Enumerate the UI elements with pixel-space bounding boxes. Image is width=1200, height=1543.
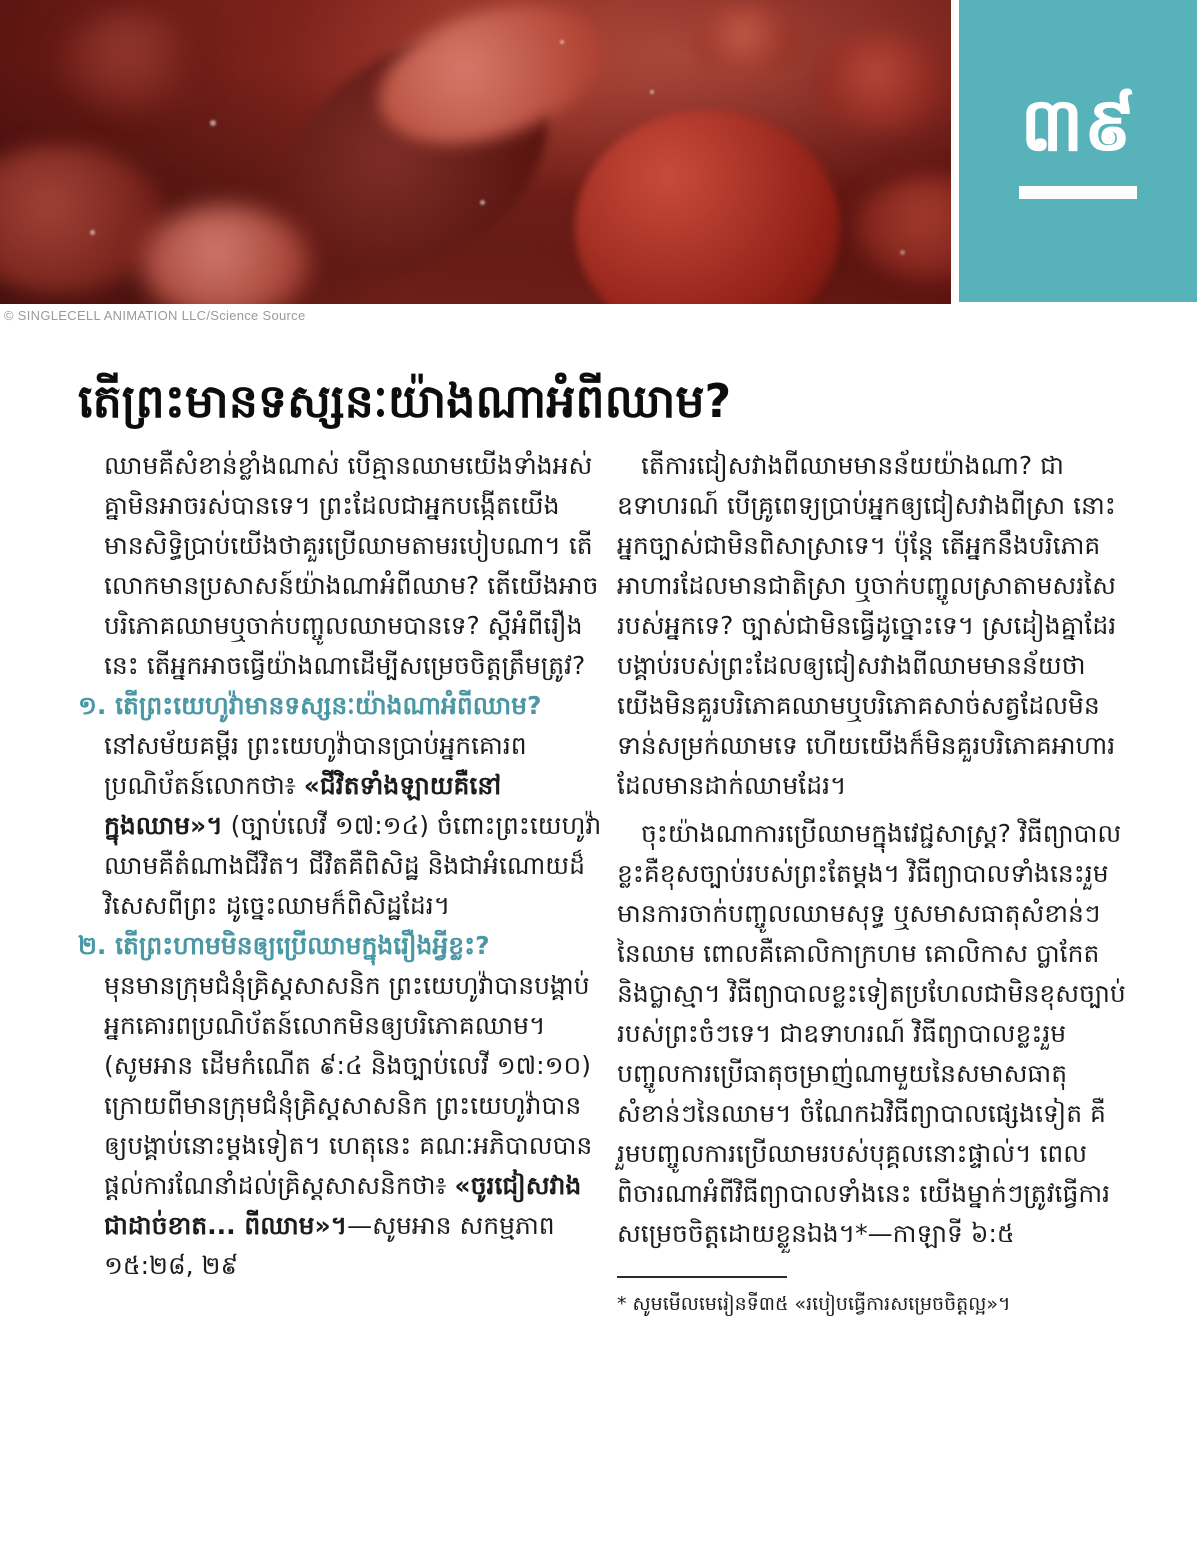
right-column [617,446,1129,1326]
blood-cell [575,110,840,304]
answer-2-continuation-paragraph-1: តើការជៀសវាងពីឈាមមានន័យយ៉ាងណា? ជាឧទាហរណ៍ បើគ្រូពេទ្យប្រាប់អ្នកឲ្យជៀសវាងពីស្រា នោះអ្នកច្បាស់ជាមិនពិសាស្រាទេ។ ប៉ុន្តែ តើអ្នកនឹងបរិភោគអាហារដែលមានជាតិស្រា ឬចាក់បញ្ចូលស្រាតាមសរសៃរបស់អ្នកទេ? ច្បាស់ជាមិនធ្វើដូច្នោះទេ។ ស្រដៀងគ្នាដែរ បង្គាប់របស់ព្រះដែលឲ្យជៀសវាងពីឈាមមានន័យថា យើងមិនគួរបរិភោគឈាមឬបរិភោគសាច់សត្វដែលមិនទាន់សម្រក់ឈាមទេ ហើយយើងក៏មិនគួរបរិភោគអាហារដែលមានដាក់ឈាមដែរ។ [617,451,1117,800]
lesson-number-box [959,0,1197,302]
lesson-number: ៣៩ [1020,82,1136,168]
page-title: តើព្រះមានទស្សនៈយ៉ាងណាអំពីឈាម? [78,373,732,428]
left-column [78,446,602,1286]
particle-speck [900,250,905,255]
footnote-block [617,1276,1129,1318]
footnote-text: * សូមមើលមេរៀនទី៣៥ «របៀបធ្វើការសម្រេចចិត្តល្អ»។ [617,1293,1011,1315]
particle-speck [90,230,95,235]
question-1-heading: ១. តើព្រះយេហូវ៉ាមានទស្សនៈយ៉ាងណាអំពីឈាម? [78,691,542,720]
blood-cell [815,35,950,130]
answer-2-scripture-ref: —សូមអាន សកម្មភាព ១៥:២៨, ២៩ [104,1211,555,1280]
particle-speck [480,200,485,205]
particle-speck [560,40,564,44]
answer-2-quote: «ចូរជៀសវាងជាដាច់ខាត... ពីឈាម»។ [104,1171,582,1240]
blood-cell [0,145,165,295]
answer-2-text: មុនមានក្រុមជំនុំគ្រិស្ដសាសនិក ព្រះយេហូវ៉ាបានបង្គាប់អ្នកគោរពប្រណិប័តន៍លោកមិនឲ្យបរិភោគឈាម។ (សូមអាន ដើមកំណើត ៩:៤ និងច្បាប់លេវី ១៧:១០) ក្រោយពីមានក្រុមជំនុំគ្រិស្ដសាសនិក ព្រះយេហូវ៉ាបានឲ្យបង្គាប់នោះម្ដងទៀត។ ហេតុនេះ គណៈអភិបាលបានផ្ដល់ការណែនាំដល់គ្រិស្ដសាសនិកថា៖ [104,971,593,1200]
blood-cell [695,6,800,78]
intro-paragraph: ឈាមគឺសំខាន់ខ្លាំងណាស់ បើគ្មានឈាមយើងទាំងអស់គ្នាមិនអាចរស់បានទេ។ ព្រះដែលជាអ្នកបង្កើតយើង មានសិទ្ធិប្រាប់យើងថាគួរប្រើឈាមតាមរបៀបណា។ តើលោកមានប្រសាសន៍យ៉ាងណាអំពីឈាម? តើយើងអាចបរិភោគឈាមឬចាក់បញ្ចូលឈាមបានទេ? ស្ដីអំពីរឿងនេះ តើអ្នកអាចធ្វើយ៉ាងណាដើម្បីសម្រេចចិត្តត្រឹមត្រូវ? [104,451,599,680]
answer-1-quote: «ជីវិតទាំងឡាយគឺនៅក្នុងឈាម»។ [104,771,502,840]
particle-speck [650,90,654,94]
question-2-heading: ២. តើព្រះហាមមិនឲ្យប្រើឈាមក្នុងរឿងអ្វីខ្លះ? [78,931,490,960]
answer-1-text: នៅសម័យគម្ពីរ ព្រះយេហូវ៉ាបានប្រាប់អ្នកគោរពប្រណិប័តន៍លោកថា៖ [104,731,527,800]
blood-cell [60,10,210,110]
particle-speck [210,120,216,126]
lesson-number-underline [1019,186,1137,199]
answer-1-text-after: (ច្បាប់លេវី ១៧:១៤) ចំពោះព្រះយេហូវ៉ា ឈាមគឺតំណាងជីវិត។ ជីវិតគឺពិសិដ្ឋ និងជាអំណោយដ៏វិសេសពីព្រះ ដូច្នេះឈាមក៏ពិសិដ្ឋដែរ។ [104,811,602,920]
answer-1-paragraph [78,726,602,926]
hero-image-blood-cells [0,0,951,304]
blood-cell [855,175,951,280]
footnote-divider [617,1276,787,1278]
answer-2-continuation-paragraph-2: ចុះយ៉ាងណាការប្រើឈាមក្នុងវេជ្ជសាស្ត្រ? វិធីព្យាបាលខ្លះគឺខុសច្បាប់របស់ព្រះតែម្ដង។ វិធីព្យាបាលទាំងនេះរួមមានការចាក់បញ្ចូលឈាមសុទ្ធ ឬសមាសធាតុសំខាន់ៗនៃឈាម ពោលគឺគោលិកាក្រហម គោលិកាស ប្លាកែត និងប្លាស្មា។ វិធីព្យាបាលខ្លះទៀតប្រហែលជាមិនខុសច្បាប់របស់ព្រះចំៗទេ។ ជាឧទាហរណ៍ វិធីព្យាបាលខ្លះរួមបញ្ចូលការប្រើធាតុចម្រាញ់ណាមួយនៃសមាសធាតុសំខាន់ៗនៃឈាម។ ចំណែកឯវិធីព្យាបាលផ្សេងទៀត គឺរួមបញ្ចូលការប្រើឈាមរបស់បុគ្គលនោះផ្ទាល់។ ពេលពិចារណាអំពីវិធីព្យាបាលទាំងនេះ យើងម្នាក់ៗត្រូវធ្វើការសម្រេចចិត្តដោយខ្លួនឯង។*—កាឡាទី ៦:៥ [617,819,1126,1248]
answer-2-paragraph [78,966,602,1286]
blood-cell [140,205,310,304]
photo-credit: © SINGLECELL ANIMATION LLC/Science Source [4,308,306,323]
